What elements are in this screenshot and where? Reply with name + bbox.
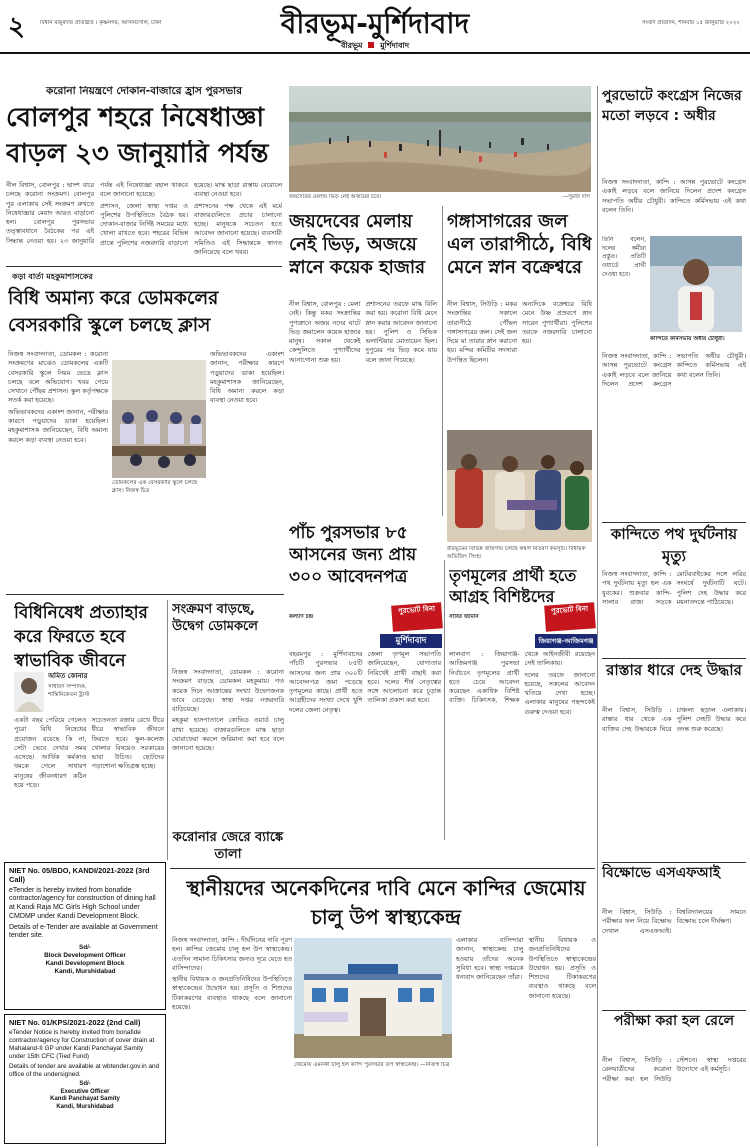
right2-para: নিজস্ব সংবাদদাতা, কান্দি : পথ দুর্ঘটনায় মৃত্যু হল এক যুবকের। শুক্রবার কান্দি-সালার রাজ্য সড়কে মোটরবাইকের সঙ্গে লরির সংঘর্ষে দুর্ঘটনাটি ঘটে। পুলিশ দেহ উদ্ধার করে ময়নাতদন্তে পাঠিয়েছে।: [602, 570, 746, 606]
jiaganj-badge: জিয়াগঞ্জ-আজিমগঞ্জ: [535, 634, 597, 648]
story1-para: নীল বিশ্বাস, বোলপুর : দ্বাদশ বারে চলছে করোনা সংক্রমণ। বোলপুর পুর এলাকায় সেই সংক্রমণ রুখতে নিষেধাজ্ঞার মেয়াদ আরও বাড়ানো হল। বোলপুর পুরসভার তত্ত্বাবধানে বৈঠকের পর এই সিদ্ধান্ত নেওয়া হয়। ২৩ জানুয়ারি পর্যন্ত এই নিষেধাজ্ঞা বহাল থাকবে বলে জানানো হয়েছে।: [6, 181, 188, 245]
right1-para: তিনি বলেন, দলের কর্মীরা প্রস্তুত। প্রতিটি ওয়ার্ডে প্রার্থী দেওয়া হবে।: [602, 236, 646, 278]
notice1-title: NIET No. 05/BDO, KANDI/2021-2022 (3rd Call): [9, 866, 150, 885]
health-centre-photo: [294, 938, 452, 1058]
notice1-place: Kandi, Murshidabad: [54, 968, 116, 975]
blanket-distribution-photo: [447, 430, 592, 542]
right1-caption: কান্দিতে কর্মিসভায় অধীর চৌধুরী।: [650, 336, 725, 342]
story7-body: [14, 716, 164, 856]
story10-para: স্থানীয় বিধায়ক ও জনপ্রতিনিধিদের উপস্থিতিতে স্বাস্থ্যকেন্দ্রের উদ্বোধন হয়। প্রসূতি ও শিশুদের টিকাকরণের ব্যবস্থাও থাকছে বলে জানানো হয়েছে।: [528, 936, 596, 1000]
story8-para: মহকুমা হাসপাতালে কোভিড ওয়ার্ড চালু রাখা হয়েছে। বাজারগুলিতে মাস্ক ছাড়া ঘোরাফেরা করলে জরিমানা করা হবে বলে জানানো হয়েছে।: [172, 716, 284, 753]
photo1-caption: জয়দেবের মেলায় ভিড় নেই অজয়ের চরে।: [289, 194, 382, 200]
right1-body-3: [602, 352, 746, 518]
story1-kicker: করোনা নিয়ন্ত্রণে দোকান-বাজারে হ্রাস পুরসভার: [46, 86, 242, 97]
masthead-right-meta: সংবাদ প্রতিদিন, শনিবার ১৫ জানুয়ারি ২০২২: [641, 20, 740, 26]
sub-label-murshidabad: মুর্শিদাবাদ: [380, 41, 410, 50]
story2-body-cont: [210, 350, 284, 590]
right4-headline: বিক্ষোভে এসএফআই: [602, 865, 721, 881]
story1-headline-line2: বাড়ল ২৩ জানুয়ারি পর্যন্ত: [6, 140, 269, 169]
right2-body: [602, 570, 746, 656]
story8-para: নিজস্ব সংবাদদাতা, ডোমকল : করোনা সংক্রমণ বাড়ছে ডোমকল মহকুমায়। গত কয়েক দিনে আক্রান্তের সংখ্যা উদ্বেগজনক ভাবে বেড়েছে। স্বাস্থ্য দপ্তর নজরদারি বাড়িয়েছে।: [172, 668, 284, 714]
tender-notice-2: [4, 1014, 166, 1144]
right1-body-2: [602, 236, 646, 334]
right2-headline: কান্দিতে পথ দুর্ঘটনায় মৃত্যু: [610, 525, 738, 565]
notice2-details: Details of tender are available at wbtender.gov.in and office of the undersigned.: [9, 1063, 160, 1079]
story4-para: নীল বিশ্বাস, সিউড়ি : মকর সংক্রান্তির সকালে তারাপীঠে পৌঁছল গঙ্গাসাগরের জল। সেই জল দিয়ে মা তারার স্নান করানো হয়। মন্দির কমিটির সদস্যরা উপস্থিত ছিলেন।: [447, 300, 517, 364]
story4-para: অন্যদিকে বক্রেশ্বরে বিধি মেনে উষ্ণ প্রস্রবণে স্নান সারেন পুণ্যার্থীরা। পুলিশের তরফে নজরদারি চালানো হয়।: [522, 300, 592, 346]
story10-para: এলাকার বাসিন্দারা জানান, স্বাস্থ্যকেন্দ্র চালু হওয়ায় তাঁদের অনেক সুবিধা হবে। স্বাস্থ্য দপ্তরকে ধন্যবাদ জানিয়েছেন তাঁরা।: [456, 936, 524, 982]
notice1-details: Details of e-Tender are available at Government tender site.: [9, 923, 158, 940]
story6-headline: তৃণমূলের প্রার্থী হতে আগ্রহ বিশিষ্টদের: [449, 566, 577, 606]
notice2-text: eTender Notice is hereby invited from bonafide contractor/agency for Construction of cover drain at Mahaland-II GP under Kandi Panchayat Samity under 15th CFC (Tied Fund): [9, 1029, 155, 1061]
story2-para: অভিভাবকদের একাংশ জানান, পরীক্ষার কারণে পড়ুয়াদের ডাকা হয়েছিল। মহকুমাশাসক জানিয়েছেন, বিধি অমান্য করলে কড়া ব্যবস্থা নেওয়া হবে।: [210, 350, 284, 405]
author-portrait: [14, 672, 44, 712]
puravote-logo-text: পুরভোট বিনা: [550, 604, 589, 616]
story1-para: প্রশাসন, জেলা স্বাস্থ্য দপ্তর ও পুলিশের উপস্থিতিতে বৈঠক হয়। দোকান-বাজার নির্দিষ্ট সময়ের মধ্যে খোলা রাখতে হবে। শহরের বিভিন্ন প্রান্তে পুলিশের নজরদারি বাড়ানো হয়েছে। মাস্ক ছাড়া রাস্তায় বেরোলে ব্যবস্থা নেওয়া হবে।: [100, 181, 282, 247]
right1-para: নিজস্ব সংবাদদাতা, কান্দি : আসন্ন পুরভোটে কংগ্রেস একাই লড়বে বলে জানিয়ে দিলেন প্রদেশ কংগ্রেস সভাপতি অধীর চৌধুরী। কান্দিতে কর্মিসভায় এই কথা বলেন তিনি।: [602, 178, 746, 214]
notice1-text: eTender is hereby invited from bonafide contractor/agency for construction of dining hall at Kandi Raja MC Girls High School under CMDMP under Kandi Development Block.: [9, 886, 156, 920]
story1-para: প্রশাসনের পক্ষ থেকে এই মর্মে বাজারগুলিতে প্রচার চালানো হচ্ছে। মানুষকে সচেতন হতে আবেদন জানানো হয়েছে। ব্যবসায়ী সমিতিও এই সিদ্ধান্তকে স্বাগত জানিয়েছে বলে খবর।: [194, 201, 282, 256]
story1-body: [6, 181, 282, 263]
story2-kicker: কড়া বার্তা মহকুমাশাসকের: [12, 272, 93, 281]
right3-body: [602, 706, 746, 856]
masthead-title: বীরভূম-মুর্শিদাবাদ: [280, 7, 470, 40]
story7-para: সচেতনতা বজায় রেখে ধীরে ধীরে স্বাভাবিক জীবনে ফিরতে হবে। স্কুল-কলেজ খোলার বিষয়েও সরকারের ভাবা উচিত। ছোটদের পড়াশোনা ক্ষতিগ্রস্ত হচ্ছে।: [91, 716, 164, 771]
story1-headline-line1: বোলপুর শহরে নিষেধাজ্ঞা: [6, 104, 265, 133]
notice2-title: NIET No. 01/KPS/2021-2022 (2nd Call): [9, 1018, 141, 1027]
story10-body: [172, 936, 292, 1146]
story5-para: বহরমপুর : মুর্শিদাবাদের পাঁচটি পুরসভার ৮৫টি আসনের জন্য প্রায় ৩০০টি আবেদনপত্র জমা পড়েছে তৃণমূলের কাছে। প্রার্থী হতে আগ্রহীদের সংখ্যা দেখে খুশি দলের জেলা নেতৃত্ব।: [289, 650, 363, 714]
story10-caption: জেমোয় এমনকী চালু হল কান্দি পুরসভার উপ স্বাস্থ্যকেন্দ্র। —নিজস্ব চিত্র: [294, 1062, 450, 1068]
masthead-left-meta: বিধান মজুমদার প্রতিষ্ঠিত । কৃষ্ণনগর, আসানসোল, ঢাকা: [40, 20, 162, 26]
story2-para: অভিভাবকদের একাংশ জানান, পরীক্ষার কারণে পড়ুয়াদের ডাকা হয়েছিল। মহকুমাশাসক জানিয়েছেন, বিধি অমান্য করলে কড়া ব্যবস্থা নেওয়া হবে।: [8, 407, 108, 444]
sub-label-birbhum: বীরভূম: [340, 41, 363, 50]
story2-para: নিজস্ব সংবাদদাতা, ডোমকল : করোনা সংক্রমণের মাঝেও ডোমকলের একটি বেসরকারি স্কুলে নিয়ম ভেঙে ক্লাস চলছে বলে অভিযোগ। খবর পেয়ে সেখানে পৌঁছয় প্রশাসন। স্কুল কর্তৃপক্ষকে সতর্ক করা হয়েছে।: [8, 350, 108, 405]
story6-para: লালবাগ : জিয়াগঞ্জ-আজিমগঞ্জ পুরসভা নির্বাচনে তৃণমূলের প্রার্থী হতে চেয়ে আবেদন করেছেন একাধিক বিশিষ্ট ব্যক্তি। চিকিৎসক, শিক্ষক থেকে আইনজীবী রয়েছেন সেই তালিকায়।: [449, 650, 595, 705]
notice1-officer: Block Development Officer: [44, 952, 126, 959]
story5-body: [289, 626, 441, 838]
story5-byline: কল্যাণ চন্দ্র: [289, 614, 314, 620]
tender-notice-1: [4, 862, 166, 1010]
story10-para: স্থানীয় বিধায়ক ও জনপ্রতিনিধিদের উপস্থিতিতে স্বাস্থ্যকেন্দ্রের উদ্বোধন হয়। প্রসূতি ও শিশুদের টিকাকরণের ব্যবস্থাও থাকছে বলে জানানো হয়েছে।: [172, 975, 292, 1011]
right3-headline: রাস্তার ধারে দেহ উদ্ধার: [606, 661, 742, 679]
story3-body: [289, 300, 437, 510]
story10-body-right: [456, 936, 596, 1146]
story8-body: [172, 668, 284, 820]
story3-para: প্রশাসনের তরফে মাস্ক বিলি করা হয়। করোনা বিধি মেনে স্নান করার আবেদন জানানো হয়। পুলিশ ও সিভিক ভলান্টিয়ার মোতায়েন ছিল। দুপুরের পর ভিড় কমে যায় বলে জানা গিয়েছে।: [365, 300, 437, 364]
river-bathing-photo: [289, 86, 591, 192]
story9-headline: করোনার জেরে ব্যাঙ্কে তালা: [172, 830, 284, 862]
right5-para: নীল বিশ্বাস, সিউড়ি : রেলযাত্রীদের করোনা পরীক্ষা করা হল সিউড়ি স্টেশনে। স্বাস্থ্য দপ্তরের উদ্যোগে এই কর্মসূচি।: [602, 1056, 746, 1083]
right4-body: [602, 908, 746, 1006]
notice2-office: Kandi Panchayat Samity: [50, 1096, 120, 1103]
notice1-sign: Sd/-: [78, 944, 92, 951]
story3-para: নীল বিশ্বাস, বোলপুর : মেলা নেই। কিন্তু মকর সংক্রান্তির পুণ্যস্নানে অজয় নদের ঘাটে ভিড় জমালেন কয়েক হাজার মানুষ। সকাল থেকেই কেন্দুলিতে পুণ্যার্থীদের আনাগোনা শুরু হয়।: [289, 300, 361, 364]
story6-body: [449, 626, 595, 838]
story3-headline: জয়দেবের মেলায় নেই ভিড়, অজয়ে স্নানে কয়েক হাজার: [289, 211, 426, 279]
story5-para: জেলা তৃণমূল সভাপতি জানিয়েছেন, যোগ্যতার নিরিখেই প্রার্থী বাছাই করা হবে। দলের শীর্ষ নেতৃত্বের সঙ্গে আলোচনা করে চূড়ান্ত তালিকা প্রকাশ করা হবে।: [367, 650, 441, 705]
right3-para: নীল বিশ্বাস, সিউড়ি : রাস্তার ধার থেকে এক ব্যক্তির দেহ উদ্ধারকে ঘিরে চাঞ্চল্য ছড়াল এলাকায়। পুলিশ দেহটি উদ্ধার করে তদন্ত শুরু করেছে।: [602, 706, 746, 733]
story4-body: [447, 300, 592, 428]
right5-headline: পরীক্ষা করা হল রেলে: [613, 1013, 734, 1029]
classroom-photo: [112, 360, 206, 478]
story2-headline: বিধি অমান্য করে ডোমকলের বেসরকারি স্কুলে চলছে ক্লাস: [8, 288, 219, 336]
right5-body: [602, 1056, 746, 1144]
notice2-sign: Sd/-: [79, 1081, 91, 1088]
photo1-credit: —সুরজ দাস: [562, 194, 590, 200]
notice1-office: Kandi Development Block: [45, 960, 125, 967]
page-number: ২: [8, 12, 25, 42]
story10-para: নিজস্ব সংবাদদাতা, কান্দি : দীর্ঘদিনের দাবি পূরণ হল। কান্দির জেমোয় চালু হল উপ স্বাস্থ্যকেন্দ্র। এতদিন সামান্য চিকিৎসার জন্যও দূরে যেতে হত বাসিন্দাদের।: [172, 936, 292, 972]
story6-byline: সাবির জামান: [449, 614, 479, 620]
story2-caption: ডোমকলের এক বেসরকারি স্কুলে চলছে ক্লাস। নিজস্ব চিত্র: [112, 480, 198, 494]
story7-author: অমিত কোনার: [48, 672, 88, 680]
right1-body: [602, 178, 746, 232]
story7-author-role: সাধারণ সম্পাদক, শান্তিনিকেতন ট্রাস্ট: [48, 684, 90, 698]
notice2-officer: Executive Officer: [60, 1088, 110, 1095]
story8-headline: সংক্রমণ বাড়ছে, উদ্বেগ ডোমকলে: [172, 602, 258, 634]
right1-headline: পুরভোটে কংগ্রেস নিজের মতো লড়বে : অধীর: [602, 88, 742, 125]
story7-headline: বিধিনিষেধ প্রত্যাহার করে ফিরতে হবে স্বাভাবিক জীবনে: [14, 603, 148, 671]
right4-para: নীল বিশ্বাস, সিউড়ি : পরীক্ষার ফল নিয়ে বিক্ষোভ দেখাল এসএফআই। বিশ্ববিদ্যালয়ের সামনে বিক্ষোভ চলে দীর্ঘক্ষণ।: [602, 908, 746, 935]
right1-para: নিজস্ব সংবাদদাতা, কান্দি : আসন্ন পুরভোটে কংগ্রেস একাই লড়বে বলে জানিয়ে দিলেন প্রদেশ কংগ্রেস সভাপতি অধীর চৌধুরী। কান্দিতে কর্মিসভায় এই কথা বলেন তিনি।: [602, 352, 746, 388]
story4-headline: গঙ্গাসাগরের জল এল তারাপীঠে, বিধি মেনে স্নান বক্রেশ্বরে: [447, 211, 592, 279]
puravote-logo-text: পুরভোট বিনা: [397, 604, 436, 616]
adhir-photo: [650, 236, 742, 332]
story2-body: [8, 350, 108, 590]
murshidabad-badge: মুর্শিদাবাদ: [380, 634, 442, 648]
story6-para: দলের তরফে জানানো হয়েছে, সকলের আবেদন খতিয়ে দেখা হচ্ছে। এলাকার মানুষের পছন্দকেই গুরুত্ব দেওয়া হবে।: [524, 670, 595, 716]
story5-headline: পাঁচ পুরসভার ৮৫ আসনের জন্য প্রায় ৩০০ আবেদনপত্র: [289, 523, 417, 588]
story7-para: একটা বছর পেরিয়ে গেলেও পুরো বিধি নিষেধের প্রয়োজন রয়েছে কি না, সেটা ভেবে দেখার সময় এসেছে। আর্থিক কর্মকাণ্ড থমকে গেলে সাধারণ মানুষের জীবনধারণ কঠিন হয়ে পড়ে।: [14, 716, 87, 789]
story4-caption: বীরভূমের বিভিন্ন জায়গায় চলছে কম্বল বিতরণ কর্মসূচি। বিধায়ক অভিজিৎ সিংহ।: [447, 546, 586, 560]
story10-headline: স্থানীয়দের অনেকদিনের দাবি মেনে কান্দির জেমোয় চালু উপ স্বাস্থ্যকেন্দ্র: [186, 876, 586, 929]
notice2-place: Kandi, Murshidabad: [56, 1103, 114, 1110]
